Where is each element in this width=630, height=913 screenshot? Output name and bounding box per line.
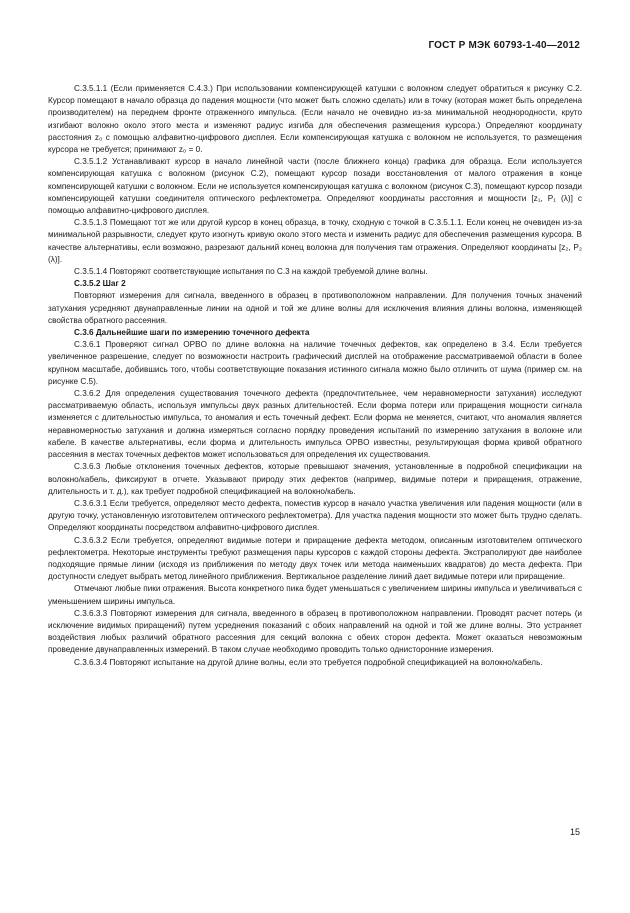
paragraph-c361: C.3.6.1 Проверяют сигнал OPBO по длине волокна на наличие точечных дефектов, как определено в 3.4. Если требуется увеличенное разрешение, следует по возможности настроить графический дисплей на отображение рассматриваемой области в более крупном масштабе, добившись того, чтобы соответствующие показания истинного сигнала можно было отличить от шума (пример см. на рисунке С.5). <box>48 340 582 386</box>
paragraph-c3513: C.3.5.1.3 Помещают тот же или другой курсор в конец образца, в точку, сходную с точкой в С.3.5.1.1. Если конец не очевиден из-за минимальной разрывности, следует круто изогнуть кривую около этого места и изменить радиус для обеспечения размещения курсора. В качестве альтернативы, если возможно, разрезают дальний конец волокна для получения там отражения. Определяют координаты [z₂, P₂ (λ)]. <box>48 218 582 264</box>
paragraph-c363: C.3.6.3 Любые отклонения точечных дефектов, которые превышают значения, установленные в подробной спецификации на волокно/кабель, фиксируют в отчете. Указывают природу этих дефектов (например, видимые потери и приращения, отражение, длительность и т. д.), как требует подробной спецификацией на волокно/кабель. <box>48 462 582 496</box>
paragraph-c3512: C.3.5.1.2 Устанавливают курсор в начало линейной части (после ближнего конца) графика для образца. Если используется компенсирующая катушка с волокном (рисунок С.2), помещают курсор позади восстановления от малого отражения в конце компенсирующей катушки с волокном. Если не используется компенсирующая катушка с волокном (рисунок С.3), помещают курсор позади компенсирующей катушки соединителя оптического рефлектометра. Определяют координаты расстояния и мощности [z₁, P₁ (λ)] с помощью алфавитно-цифрового дисплея. <box>48 157 582 216</box>
paragraph-c3633: C.3.6.3.3 Повторяют измерения для сигнала, введенного в образец в противоположном направлении. Проводят расчет потерь (и исключение видимых приращений) путем усреднения показаний с обоих направлений на одной и той же длине волны. Это устраняет воздействия любых различий обратного рассеяния для секций волокна с обеих сторон дефекта. Может оказаться невозможным проведение двунаправленных измерений. В таком случае необходимо проводить только однисторонние измерения. <box>48 608 582 655</box>
paragraph-c3634: C.3.6.3.4 Повторяют испытание на другой длине волны, если это требуется подробной спецификацией на волокно/кабель. <box>74 657 543 667</box>
document-header: ГОСТ Р МЭК 60793-1-40—2012 <box>428 40 580 51</box>
paragraph-c362: C.3.6.2 Для определения существования точечного дефекта (предпочтительнее, чем неравномерности затухания) исследуют рассматриваемую область, используя импульсы двух разных длительностей. Если форма потери или приращения мощности сигнала изменяется с длительностью импульса, то аномалия и есть точечный дефект. Если форма не меняется, считают, что аномалия является неравномерностью затухания и должна измеряться согласно порядку проведения испытаний по измерению затухания в волокне или кабеле. В качестве альтернативы, если форма и длительность импульса OPBO известны, результирующая форма кривой обратного рассеяния в местах точечных дефектов может использоваться для определения их существования. <box>48 389 582 460</box>
paragraph-c3631: C.3.6.3.1 Если требуется, определяют место дефекта, поместив курсор в начало участка увеличения или падения мощности (или в другую точку, установленную изготовителем оптического рефлектометра). Для участка падения мощности это может быть трудно сделать. Определяют координаты посредством алфавитно-цифрового дисплея. <box>48 498 582 533</box>
document-body <box>48 83 582 669</box>
heading-c352: C.3.5.2 Шаг 2 <box>74 279 126 289</box>
paragraph-c3632: C.3.6.3.2 Если требуется, определяют видимые потери и приращение дефекта методом, описанным изготовителем оптического рефлектометра. Некоторые инструменты требуют размещения пары курсоров с каждой стороны дефекта. Экстраполируют две наиболее подходящие прямые линии (исходя из приближения по методу двух точек или метода наименьших квадратов) до места дефекта. При доступности следует выбрать метод линейного приближения. Вертикальное разделение линий дает видимые потери или приращение. <box>48 535 582 582</box>
page-number: 15 <box>569 827 580 837</box>
paragraph-step2: Повторяют измерения для сигнала, введенного в образец в противоположном направлении. Для получения точных значений затухания усредняют двунаправленные линии на одной и той же длине волны для исключения влияния длины волокна, изменяющей свойства обратного рассеяния. <box>48 291 582 325</box>
paragraph-c3514: C.3.5.1.4 Повторяют соответствующие испытания по С.3 на каждой требуемой длине волны. <box>74 267 428 277</box>
paragraph-reflection-peaks: Отмечают любые пики отражения. Высота конкретного пика будет уменьшаться с увеличением ширины импульса и увеличиваться с уменьшением ширины импульса. <box>48 584 582 606</box>
paragraph-c3511: C.3.5.1.1 (Если применяется С.4.3.) При использовании компенсирующей катушки с волокном следует обратиться к рисунку С.2. Курсор помещают в начало образца до падения мощности (что может быть сложно сделать) или в точку (которая может быть определена производителем) на переднем фронте отраженного импульса. (Если начало не очевидно из-за минимальной неоднородности, круто изгибают волокно около этого места и изменяют радиус изгиба для обеспечения размещения курсора.) Определяют координату расстояния z₀ с помощью алфавитно-цифрового дисплея. Если компенсирующая катушка с волокном не используется, то размещения курсора не требуется; принимают z₀ = 0. <box>48 84 582 155</box>
heading-c36: C.3.6 Дальнейшие шаги по измерению точечного дефекта <box>74 328 310 338</box>
